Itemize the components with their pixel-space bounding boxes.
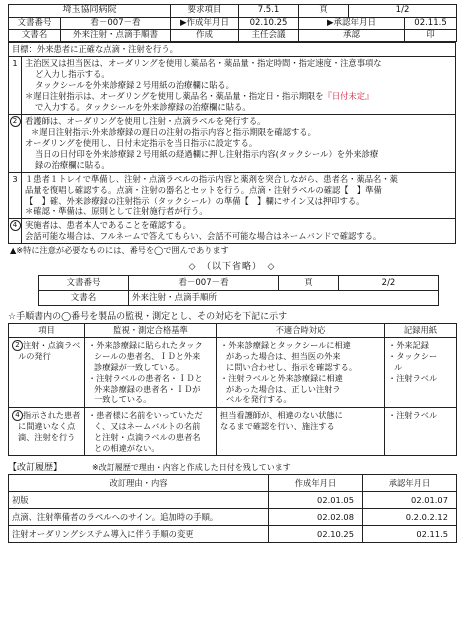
response-line: に問い合わせし、指示を確認する。: [226, 361, 358, 372]
response-line: なるまで確認を行い、施注する: [220, 420, 335, 431]
record-line: ・タックシー: [388, 351, 438, 362]
history-created: 02.10.25: [269, 526, 363, 543]
step-line: オーダリングを使用し、日付未定指示を当日指示に設定する。: [25, 137, 258, 148]
record-line: ・注射ラベル: [388, 410, 438, 421]
history-created: 02.01.05: [269, 492, 363, 509]
procedure-steps: [8, 42, 456, 244]
approval-seal: 印: [405, 30, 457, 42]
approval-label: 承認: [299, 30, 405, 42]
col-response: 不適合時対応: [217, 324, 385, 338]
hospital-name: 埼玉協同病院: [9, 5, 171, 18]
page2-header: [38, 275, 439, 306]
step-line: ＊遅日注射指示:外来診療録の遅日の注射の指示内容と指示期限を確認する。: [31, 126, 316, 137]
step-line: 【 】確、外来診療録の注射指示（タックシール）の準備【 】欄にサイン又は押印する。: [25, 195, 365, 206]
col-item: 項目: [9, 324, 85, 338]
record-line: ル: [394, 361, 403, 372]
step-line: 当日の日付印を外来診療録２号用紙の経過欄に押し注射指示内容(タックシール）を外来診療: [35, 148, 379, 159]
table-row: [9, 338, 457, 408]
approved-label: ▶承認年月日: [299, 17, 405, 29]
row-item: ルの発行: [18, 351, 51, 362]
history-title: 【改訂履歴】: [8, 463, 63, 474]
response-line: ベルを発行する。: [226, 394, 292, 405]
revision-history-table: [8, 474, 457, 543]
step-line: 実施者は、患者本人であることを確認する。: [25, 220, 191, 231]
step-line: 品量を復唱し確認する。点滴・注射の器名とセットを行う。点滴・注射ラベルの確認【 】準備: [25, 184, 382, 195]
row-item: 滴、注射を行う: [18, 431, 76, 442]
docname-value: 外来注射・点滴手順書: [61, 30, 171, 42]
history-created: 02.02.08: [269, 509, 363, 526]
record-line: ・注射ラベル: [388, 372, 438, 383]
step-line: 主治医又は担当医は、オーダリングを使用し薬品名・薬品量・指定時間・指定速度・注意事項な: [25, 58, 382, 69]
history-reason: 注射オーダリングシステム導入に伴う手順の変更: [9, 526, 269, 543]
history-note: ※改訂履歴で理由・内容と作成した日付を残しています: [92, 463, 291, 473]
step-line: 看護師は、オーダリングを使用し注射・点滴ラベルを発行する。: [25, 115, 266, 126]
step-number-circled: 2: [9, 114, 22, 172]
step-line: ＊確認・準備は、原則として注射施行者が行う。: [25, 206, 208, 217]
step-number: 1: [9, 57, 22, 115]
document-header: [8, 4, 457, 42]
table-row: [9, 526, 457, 543]
step-4: [9, 219, 456, 244]
requirement-label: 要求項目: [171, 5, 239, 18]
created-label: ▶作成年月日: [171, 17, 239, 29]
history-header: [8, 460, 456, 473]
step-line: １患者１トレイで準備し、注射・点滴ラベルの指示内容と薬剤を突合しながら、患者名・薬品名・薬: [25, 173, 398, 184]
row-item: に間違いなく点: [18, 421, 76, 432]
criteria-line: 一致している。: [94, 394, 152, 405]
approved-value: 02.11.5: [405, 17, 457, 29]
table-row: [9, 408, 457, 456]
col-records: 記録用紙: [385, 324, 457, 338]
response-line: ・外来診療録とタックシールに相違: [220, 340, 351, 351]
step-number: 3: [9, 172, 22, 219]
docno-value: 看－007－看: [61, 17, 171, 29]
p2-docname-value: 外来注射・点滴手順所: [129, 291, 439, 306]
step-number-circled: 4: [9, 219, 22, 244]
table-row: [9, 492, 457, 509]
criteria-line: ・患者様に名前をいっていただ: [88, 410, 203, 421]
criteria-line: シールの患者名、ＩＤと外来: [94, 351, 201, 362]
step-subline: で入力する。タックシールを外来診療録の治療欄に貼る。: [35, 102, 251, 112]
row-item: 2 注射・点滴ラベ: [12, 340, 81, 351]
criteria-line: ・外来診療録に貼られたタック: [88, 340, 203, 351]
p2-page-value: 2/2: [339, 276, 439, 291]
history-approved: 02.11.5: [363, 526, 457, 543]
monitor-title: ☆手順書内の◯番号を製品の監視・測定とし、その対応を下記に示す: [8, 312, 288, 323]
history-reason: 初版: [9, 492, 269, 509]
step-1: [9, 57, 456, 115]
history-approved: 0.2.0.2.12: [363, 509, 457, 526]
special-note: ▲※特に注意が必要なものには、番号を◯で囲んであります: [10, 245, 229, 256]
author-label: 作成: [171, 30, 239, 42]
step-line: [25, 91, 452, 102]
col-reason: 改訂理由・内容: [9, 475, 269, 492]
response-line: ・注射ラベルと外来診療録に相違: [220, 372, 343, 383]
procedure-document: [8, 4, 456, 543]
history-reason: 点滴、注射準備者のラベルへのサイン。追加時の手順。: [9, 509, 269, 526]
col-criteria: 監視・測定合格基準: [85, 324, 217, 338]
criteria-line: との相違がない。: [94, 442, 160, 453]
criteria-line: ・注射ラベルの患者名・ＩＤと: [88, 372, 203, 383]
step-3: [9, 172, 456, 219]
response-line: があった場合は、担当医の外来: [226, 351, 341, 362]
docname-label: 文書名: [9, 30, 61, 42]
p2-docno-value: 看－007－看: [129, 276, 279, 291]
requirement-value: 7.5.1: [239, 5, 299, 18]
p2-docname-label: 文書名: [39, 291, 129, 306]
step-line: ど入力し指示する。: [35, 69, 110, 80]
omitted-marker: ◇ （以下省略） ◇: [188, 262, 276, 273]
author-value: 主任会議: [239, 30, 299, 42]
page-value: 1/2: [349, 5, 457, 18]
highlight-text: 『日付未定』: [323, 91, 374, 102]
step-subline: ＊遅日注射指示は、オーダリングを使用し薬品名・薬品量・指定日・指示期限を: [25, 91, 324, 102]
docno-label: 文書番号: [9, 17, 61, 29]
step-line: 会話可能な場合は、フルネームで答えてもらい、会話不可能な場合はネームバンドで確認する。: [25, 231, 382, 242]
history-approved: 02.01.07: [363, 492, 457, 509]
monitoring-table: [8, 323, 457, 456]
col-created: 作成年月日: [269, 475, 363, 492]
table-row: [9, 509, 457, 526]
row-item: 4 指示された患者: [12, 410, 81, 421]
page-label: 頁: [299, 5, 349, 18]
response-line: があった場合は、正しい注射ラ: [226, 383, 341, 394]
record-line: ・外来記録: [388, 340, 429, 351]
step-line: タックシールを外来診療録２号用紙の治療欄に貼る。: [35, 80, 234, 91]
p2-docno-label: 文書番号: [39, 276, 129, 291]
step-2: [9, 114, 456, 172]
criteria-line: と注射・点滴ラベルの患者名: [94, 431, 201, 442]
criteria-line: く、又はネームバルトの名前: [94, 420, 201, 431]
criteria-line: 外来診療録の患者名・ＩＤが: [94, 383, 201, 394]
created-value: 02.10.25: [239, 17, 299, 29]
response-line: 担当看護師が、相違のない状態に: [220, 410, 343, 421]
purpose-text: 目標：外来患者に正確な点滴・注射を行う。: [9, 43, 456, 57]
col-approved: 承認年月日: [363, 475, 457, 492]
criteria-line: 診療録が一致している。: [94, 361, 185, 372]
step-line: 録の治療欄に貼る。: [35, 159, 110, 170]
p2-page-label: 頁: [279, 276, 339, 291]
